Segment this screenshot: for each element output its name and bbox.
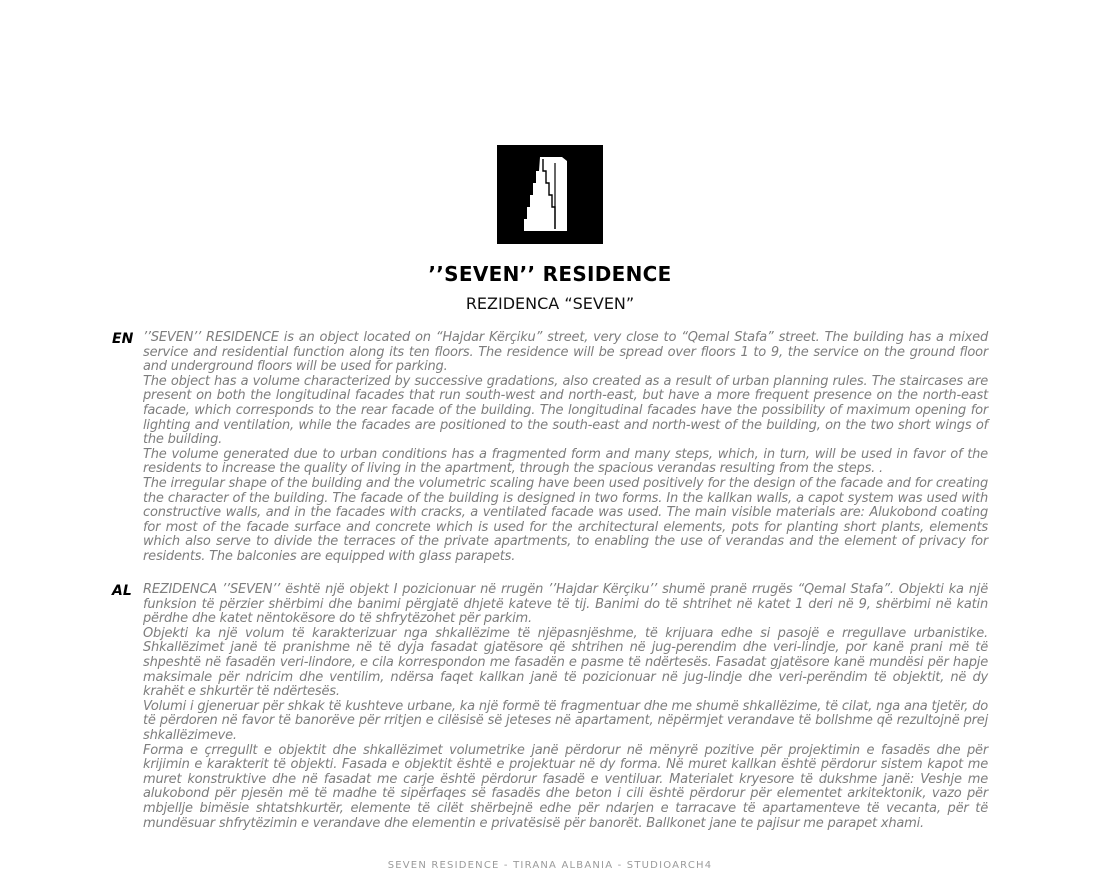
english-description (143, 331, 988, 565)
paragraph: Objekti ka një volum të karakterizuar nga shkallëzime të njëpasnjëshme, të krijuara edhe si pasojë e rregullave urbanistike. Shkallëzimet janë të pranishme në të dyja fasadat gjatësore që shtrihen në jug-perendim dhe veri-lindje, por kanë prani më të shpeshtë në fasadën veri-lindore, e cila korrespondon me fasadën e pasme të ndërtesës. Fasadat gjatësore kanë mundësi për hapje maksimale për ndricim dhe ventilim, ndërsa faqet kallkan janë të pozicionuar në jug-lindje dhe veri-perëndim të objektit, në dy krahët e shkurtër të ndërtesës. (143, 625, 988, 700)
language-tag-al: AL (112, 583, 132, 599)
paragraph: The irregular shape of the building and the volumetric scaling have been used positively for the design of the facade and for creating the character of the building. The facade of the building is designed in two forms. In the kallkan walls, a capot system was used with constructive walls, and in the facades with cracks, a ventilated facade was used. The main visible materials are: Alukobond coating for most of the facade surface and concrete which is used for the architectural elements, pots for planting short plants, elements which also serve to divide the terraces of the private apartments, to enabling the use of verandas and the element of privacy for residents. The balconies are equipped with glass parapets. (143, 475, 988, 564)
paragraph: Forma e çrregullt e objektit dhe shkallëzimet volumetrike janë përdorur në mënyrë pozitive për projektimin e fasadës dhe për krijimin e karakterit të objekti. Fasada e objektit është e projektuar në dy forma. Në muret kallkan është përdorur sistem kapot me muret konstruktive dhe në fasadat me carje është përdorur fasadë e ventiluar. Materialet kryesore të dukshme janë: Veshje me alukobond për pjesën më të madhe të sipërfaqes së fasadës dhe beton i cili është përdorur për elementet arkitektonik, vazo për mbjellje bimësie shtatshkurtër, elemente të cilët shërbejnë edhe për ndarjen e tarracave të apartamenteve të vecanta, për të mundësuar shfrytëzimin e verandave dhe elementin e privatësisë për banorët. Ballkonet jane te pajisur me parapet xhami. (143, 742, 988, 831)
paragraph: The volume generated due to urban conditions has a fragmented form and many steps, which, in turn, will be used in favor of the residents to increase the quality of living in the apartment, through the spacious verandas resulting from the steps. . (143, 446, 988, 477)
language-tag-en: EN (112, 331, 134, 347)
paragraph: Volumi i gjeneruar për shkak të kushteve urbane, ka një formë të fragmentuar dhe me shumë shkallëzime, të cilat, nga ana tjetër, do të përdoren në favor të banorëve për rritjen e cilësisë së jeteses në apartament, nëpërmjet verandave të bollshme që rezultojnë prej shkallëzimeve. (143, 698, 988, 743)
albanian-description (143, 583, 988, 831)
page-subtitle: REZIDENCA “SEVEN” (465, 294, 635, 313)
paragraph: REZIDENCA ’’SEVEN’’ është një objekt I pozicionuar në rrugën ’’Hajdar Kërçiku’’ shumë pranë rrugës “Qemal Stafa”. Objekti ka një funksion të përzier shërbimi dhe banimi përgjatë dhjetë kateve të tij. Banimi do të shtrihet në katet 1 deri në 9, shërbimi në katin përdhe dhe katet nëntokësore do të shfrytëzohet për parkim. (143, 582, 988, 627)
footer-caption: SEVEN RESIDENCE - TIRANA ALBANIA - STUDIOARCH4 (387, 860, 713, 871)
building-steps-icon (497, 145, 603, 244)
page-title: ’’SEVEN’’ RESIDENCE (428, 262, 672, 286)
paragraph: ’’SEVEN’’ RESIDENCE is an object located on “Hajdar Kërçiku” street, very close to “Qemal Stafa” street. The building has a mixed service and residential function along its ten floors. The residence will be spread over floors 1 to 9, the service on the ground floor and underground floors will be used for parking. (143, 330, 988, 375)
logo (497, 145, 603, 244)
paragraph: The object has a volume characterized by successive gradations, also created as a result of urban planning rules. The staircases are present on both the longitudinal facades that run south-west and north-east, but have a more frequent presence on the north-east facade, which corresponds to the rear facade of the building. The longitudinal facades have the possibility of maximum opening for lighting and ventilation, while the facades are positioned to the south-east and north-west of the building, on the two short wings of the building. (143, 373, 988, 448)
